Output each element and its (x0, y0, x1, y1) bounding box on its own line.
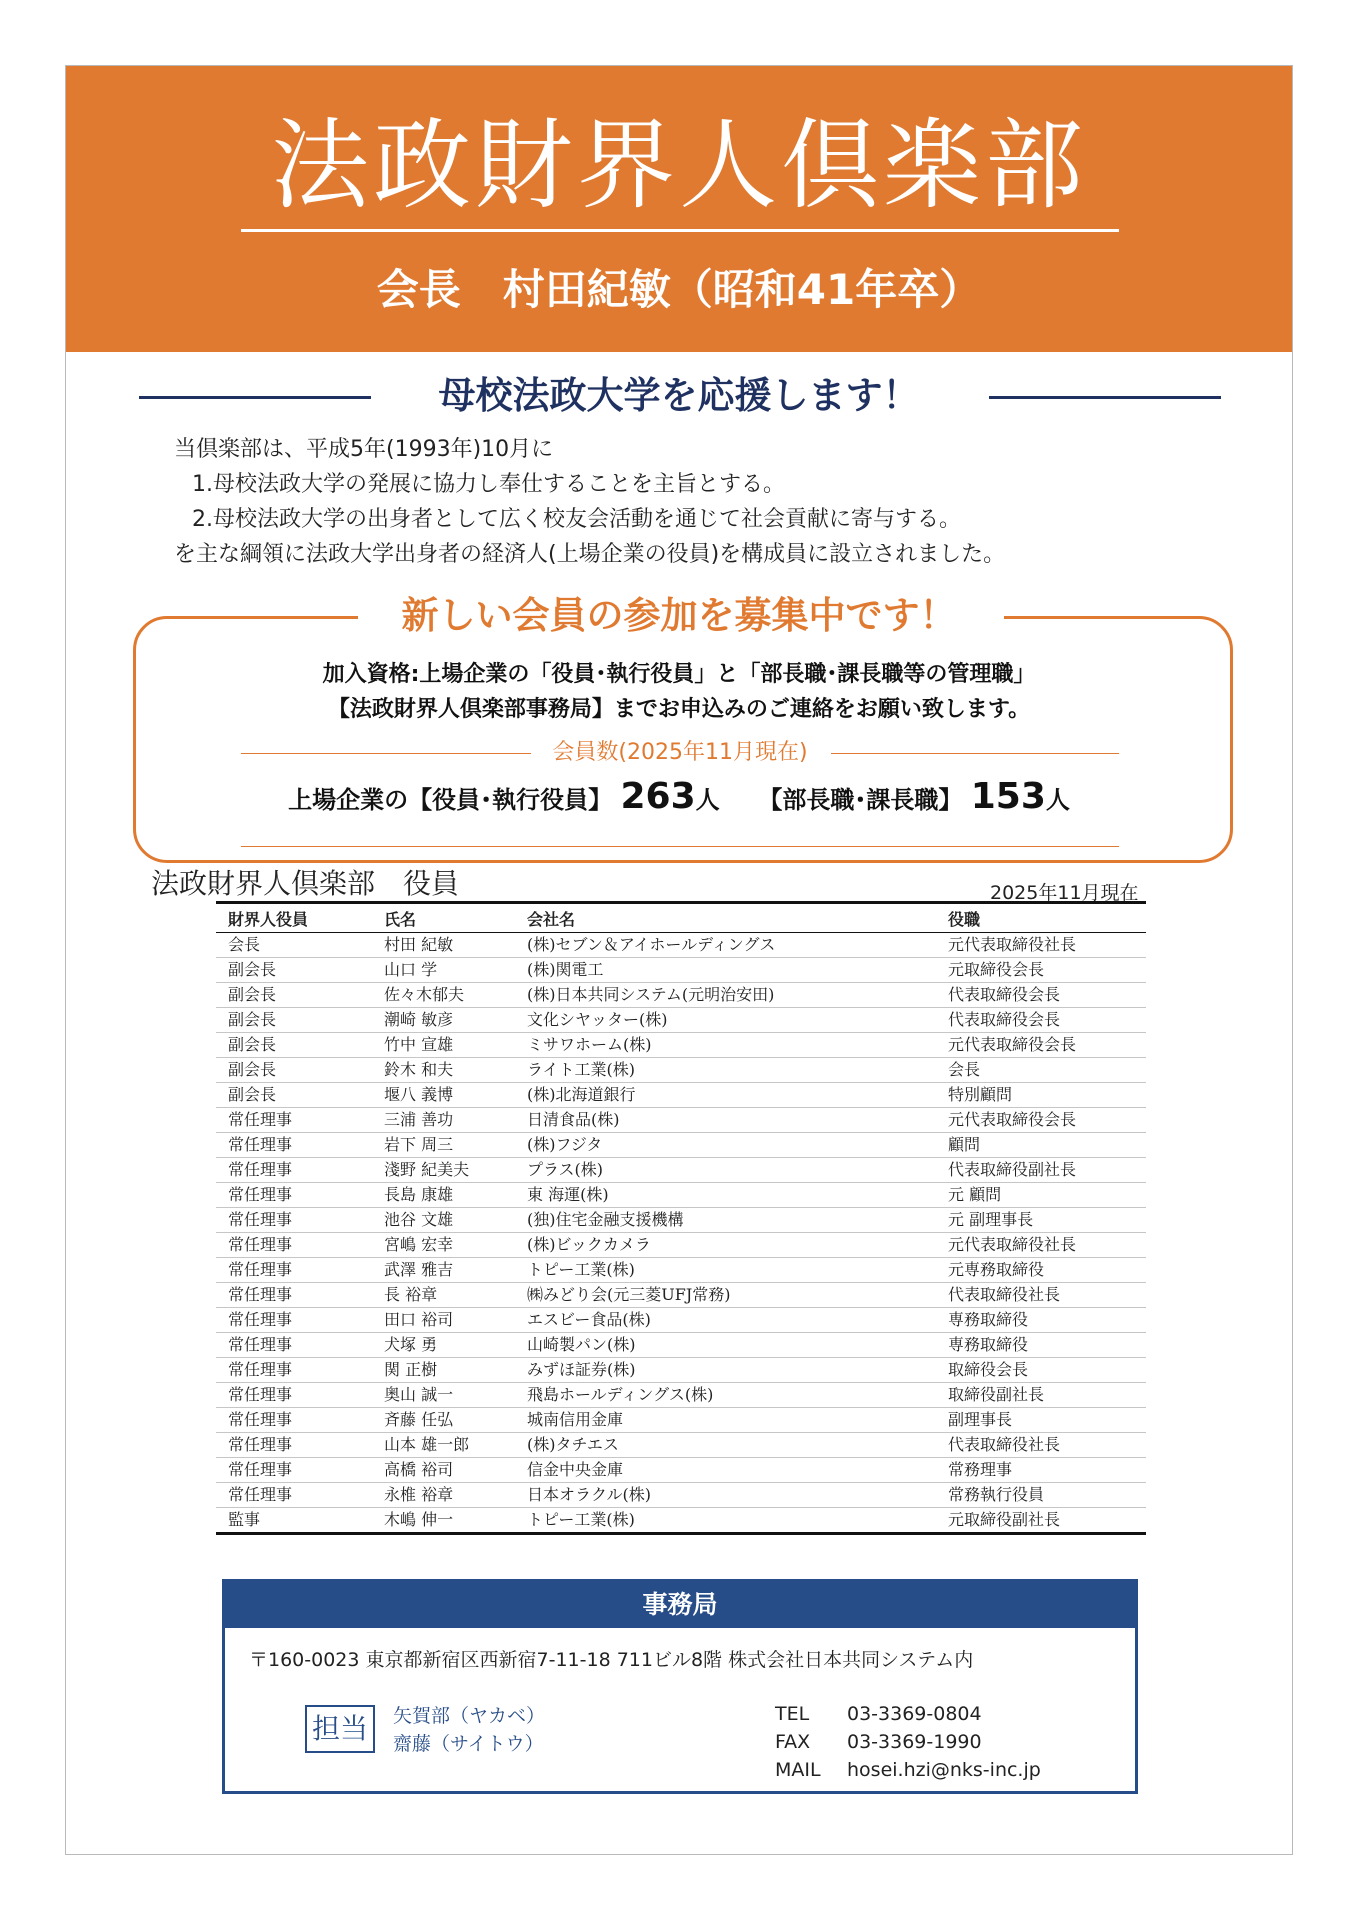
officer-company: 飛島ホールディングス(株) (515, 1383, 936, 1408)
officer-company: プラス(株) (515, 1158, 936, 1183)
table-row (216, 1183, 1146, 1208)
officer-role: 常任理事 (216, 1258, 372, 1283)
officer-company: ライト工業(株) (515, 1058, 936, 1083)
officer-name: 村田 紀敏 (372, 933, 515, 958)
officer-company: ミサワホーム(株) (515, 1033, 936, 1058)
officer-company: 日本オラクル(株) (515, 1483, 936, 1508)
mail-label: MAIL (775, 1759, 821, 1781)
table-row (216, 1383, 1146, 1408)
officer-role: 監事 (216, 1508, 372, 1534)
officer-role: 常任理事 (216, 1133, 372, 1158)
officer-name: 淺野 紀美夫 (372, 1158, 515, 1183)
mail-row (775, 1756, 1041, 1784)
officer-name: 犬塚 勇 (372, 1333, 515, 1358)
officer-role: 会長 (216, 933, 372, 958)
officer-company: (株)タチエス (515, 1433, 936, 1458)
officer-company: 信金中央金庫 (515, 1458, 936, 1483)
officer-role: 副会長 (216, 1083, 372, 1108)
table-row (216, 1033, 1146, 1058)
intro-text (174, 432, 1214, 572)
support-heading: 母校法政大学を応援します！ (438, 374, 920, 417)
group2-label: 【部長職･課長職】 (758, 786, 963, 814)
tel-row (775, 1700, 1041, 1728)
column-header: 役職 (936, 903, 1146, 933)
officer-role: 常任理事 (216, 1283, 372, 1308)
intro-line: 1.母校法政大学の発展に協力し奉仕することを主旨とする。 (192, 472, 785, 497)
officer-name: 武澤 雅吉 (372, 1258, 515, 1283)
header-banner (66, 66, 1292, 352)
officers-table (216, 901, 1146, 1535)
officer-name: 高橋 裕司 (372, 1458, 515, 1483)
officer-role: 副会長 (216, 1008, 372, 1033)
officer-company: 城南信用金庫 (515, 1408, 936, 1433)
intro-line: 当倶楽部は、平成5年(1993年)10月に (174, 437, 554, 462)
officer-position: 元取締役副社長 (936, 1508, 1146, 1534)
apply-line: 【法政財界人倶楽部事務局】までお申込みのご連絡をお願い致します。 (327, 697, 1031, 722)
title-underline (241, 229, 1119, 232)
officer-name: 堰八 義博 (372, 1083, 515, 1108)
count-unit: 人 (695, 786, 720, 814)
officer-name: 池谷 文雄 (372, 1208, 515, 1233)
officer-role: 常任理事 (216, 1183, 372, 1208)
secretariat-address: 〒160-0023 東京都新宿区西新宿7-11-18 711ビル8階 株式会社日本共同システム内 (249, 1649, 974, 1671)
table-row (216, 1308, 1146, 1333)
column-header: 会社名 (515, 903, 936, 933)
officers-title: 法政財界人倶楽部 役員 (151, 867, 460, 900)
officer-position: 取締役会長 (936, 1358, 1146, 1383)
recruit-bottom-rule (241, 846, 1119, 847)
officer-name: 三浦 善功 (372, 1108, 515, 1133)
officer-role: 常任理事 (216, 1383, 372, 1408)
officer-name: 関 正樹 (372, 1358, 515, 1383)
table-row (216, 1333, 1146, 1358)
officer-position: 元 副理事長 (936, 1208, 1146, 1233)
member-counts (66, 774, 1292, 823)
tanto-badge: 担当 (305, 1705, 375, 1753)
table-row (216, 1158, 1146, 1183)
contact-person: 齋藤（サイトウ） (393, 1733, 544, 1755)
contact-person: 矢賀部（ヤカベ） (393, 1705, 546, 1727)
officer-role: 副会長 (216, 1058, 372, 1083)
officer-position: 代表取締役副社長 (936, 1158, 1146, 1183)
officer-position: 顧問 (936, 1133, 1146, 1158)
intro-line: 2.母校法政大学の出身者として広く校友会活動を通じて社会貢献に寄与する。 (192, 507, 961, 532)
column-header: 氏名 (372, 903, 515, 933)
officer-name: 長 裕章 (372, 1283, 515, 1308)
table-row (216, 958, 1146, 983)
tel-value: 03-3369-0804 (847, 1703, 982, 1725)
officer-company: (株)日本共同システム(元明治安田) (515, 983, 936, 1008)
table-row (216, 1108, 1146, 1133)
officer-role: 常任理事 (216, 1158, 372, 1183)
count-unit: 人 (1045, 786, 1070, 814)
officer-position: 元代表取締役社長 (936, 933, 1146, 958)
officer-company: 日清食品(株) (515, 1108, 936, 1133)
officer-company: 東 海運(株) (515, 1183, 936, 1208)
recruit-heading: 新しい会員の参加を募集中です！ (401, 594, 957, 637)
officer-position: 代表取締役社長 (936, 1283, 1146, 1308)
officer-position: 元取締役会長 (936, 958, 1146, 983)
table-row (216, 1133, 1146, 1158)
officer-name: 木嶋 伸一 (372, 1508, 515, 1534)
contact-persons (393, 1702, 545, 1758)
officer-position: 元代表取締役会長 (936, 1108, 1146, 1133)
intro-line: を主な綱領に法政大学出身者の経済人(上場企業の役員)を構成員に設立されました。 (174, 542, 1006, 567)
officer-name: 山本 雄一郎 (372, 1433, 515, 1458)
officer-role: 常任理事 (216, 1308, 372, 1333)
officer-role: 常任理事 (216, 1233, 372, 1258)
table-row (216, 983, 1146, 1008)
officer-company: (株)フジタ (515, 1133, 936, 1158)
contact-info (775, 1700, 1041, 1784)
officer-position: 専務取締役 (936, 1333, 1146, 1358)
officer-position: 取締役副社長 (936, 1383, 1146, 1408)
officer-role: 副会長 (216, 983, 372, 1008)
officer-role: 常任理事 (216, 1333, 372, 1358)
officer-position: 代表取締役会長 (936, 1008, 1146, 1033)
officer-role: 常任理事 (216, 1433, 372, 1458)
table-row (216, 1208, 1146, 1233)
officer-company: 山崎製パン(株) (515, 1333, 936, 1358)
officer-name: 長島 康雄 (372, 1183, 515, 1208)
officer-name: 潮崎 敏彦 (372, 1008, 515, 1033)
officer-role: 副会長 (216, 958, 372, 983)
member-count-label: 会員数(2025年11月現在) (552, 740, 808, 765)
officer-name: 奥山 誠一 (372, 1383, 515, 1408)
table-row (216, 1358, 1146, 1383)
officer-company: 文化シヤッター(株) (515, 1008, 936, 1033)
secretariat-box (222, 1579, 1138, 1794)
officer-name: 竹中 宣雄 (372, 1033, 515, 1058)
table-row (216, 1233, 1146, 1258)
chairman-line: 会長 村田紀敏（昭和41年卒） (376, 265, 982, 314)
officer-role: 常任理事 (216, 1358, 372, 1383)
secretariat-heading: 事務局 (225, 1582, 1135, 1628)
heading-rule-right (989, 396, 1221, 399)
fax-row (775, 1728, 1041, 1756)
officers-table-body (216, 933, 1146, 1534)
officer-name: 山口 学 (372, 958, 515, 983)
officer-company: トピー工業(株) (515, 1258, 936, 1283)
officer-company: (株)セブン＆アイホールディングス (515, 933, 936, 958)
table-row (216, 1058, 1146, 1083)
officer-name: 岩下 周三 (372, 1133, 515, 1158)
mail-link[interactable]: hosei.hzi@nks-inc.jp (847, 1759, 1041, 1781)
table-row (216, 1083, 1146, 1108)
officer-company: (株)関電工 (515, 958, 936, 983)
officer-company: (独)住宅金融支援機構 (515, 1208, 936, 1233)
fax-label: FAX (775, 1731, 811, 1753)
officer-position: 会長 (936, 1058, 1146, 1083)
officer-position: 元専務取締役 (936, 1258, 1146, 1283)
group2-count: 153 (970, 776, 1046, 817)
officer-role: 常任理事 (216, 1458, 372, 1483)
tel-label: TEL (775, 1703, 810, 1725)
group1-label: 上場企業の【役員･執行役員】 (288, 786, 613, 814)
officer-name: 宮嶋 宏幸 (372, 1233, 515, 1258)
officer-role: 常任理事 (216, 1483, 372, 1508)
officer-name: 鈴木 和夫 (372, 1058, 515, 1083)
officer-position: 元 顧問 (936, 1183, 1146, 1208)
support-heading-row (66, 371, 1292, 421)
officer-name: 永椎 裕章 (372, 1483, 515, 1508)
club-title: 法政財界人倶楽部 (270, 109, 1087, 223)
recruit-heading-row (66, 591, 1292, 641)
table-row (216, 1433, 1146, 1458)
officer-position: 副理事長 (936, 1408, 1146, 1433)
officer-position: 元代表取締役会長 (936, 1033, 1146, 1058)
officer-position: 代表取締役会長 (936, 983, 1146, 1008)
officer-position: 常務理事 (936, 1458, 1146, 1483)
table-row (216, 1008, 1146, 1033)
officer-company: トピー工業(株) (515, 1508, 936, 1534)
officer-position: 専務取締役 (936, 1308, 1146, 1333)
officer-position: 特別顧問 (936, 1083, 1146, 1108)
table-row (216, 1258, 1146, 1283)
officer-role: 常任理事 (216, 1408, 372, 1433)
officer-name: 斉藤 任弘 (372, 1408, 515, 1433)
flyer-page (65, 65, 1293, 1855)
table-row (216, 1283, 1146, 1308)
count-rule-right (831, 753, 1119, 754)
member-count-label-row (241, 738, 1119, 768)
requirement-line: 加入資格:上場企業の「役員･執行役員」と「部長職･課長職等の管理職」 (322, 662, 1036, 687)
table-row (216, 1458, 1146, 1483)
officer-company: ㈱みどり会(元三菱UFJ常務) (515, 1283, 936, 1308)
table-row (216, 1408, 1146, 1433)
officer-position: 代表取締役社長 (936, 1433, 1146, 1458)
officer-company: (株)北海道銀行 (515, 1083, 936, 1108)
officers-date: 2025年11月現在 (990, 882, 1139, 904)
column-header: 財界人役員 (216, 903, 372, 933)
officer-position: 常務執行役員 (936, 1483, 1146, 1508)
officer-role: 常任理事 (216, 1208, 372, 1233)
table-row (216, 1483, 1146, 1508)
officer-company: みずほ証券(株) (515, 1358, 936, 1383)
officer-role: 常任理事 (216, 1108, 372, 1133)
table-row (216, 933, 1146, 958)
officer-company: エスビー食品(株) (515, 1308, 936, 1333)
officer-company: (株)ビックカメラ (515, 1233, 936, 1258)
table-row (216, 1508, 1146, 1534)
table-header-row (216, 903, 1146, 933)
officer-role: 副会長 (216, 1033, 372, 1058)
officer-name: 佐々木郁夫 (372, 983, 515, 1008)
officer-name: 田口 裕司 (372, 1308, 515, 1333)
officer-position: 元代表取締役社長 (936, 1233, 1146, 1258)
fax-value: 03-3369-1990 (847, 1731, 982, 1753)
group1-count: 263 (620, 776, 696, 817)
